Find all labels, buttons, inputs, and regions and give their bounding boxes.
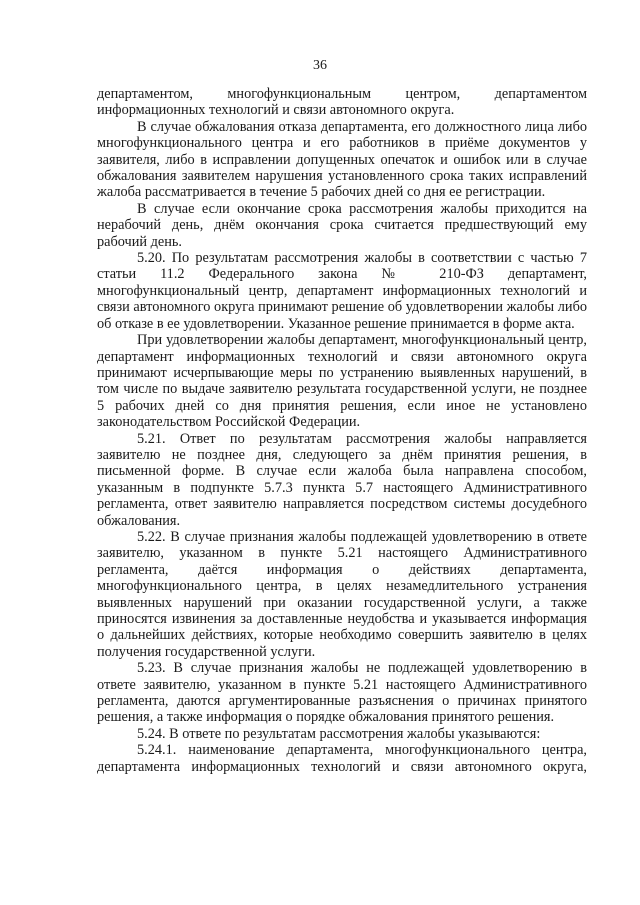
paragraph: 5.20. По результатам рассмотрения жалобы в соответствии с частью 7 статьи 11.2 Федерального закона № 210-ФЗ департамент, многофункциональный центр, департамент информационных технологий и связи автономного округа принимают решение об удовлетворении жалобы либо об отказе в ее удовлетворении. Указанное решение принимается в форме акта. bbox=[97, 250, 587, 332]
paragraph: В случае если окончание срока рассмотрения жалобы приходится на нерабочий день, днём окончания срока считается предшествующий ему рабочий день. bbox=[97, 200, 587, 250]
paragraph: 5.24.1. наименование департамента, многофункционального центра, департамента информационных технологий и связи автономного округа, bbox=[97, 742, 587, 775]
paragraph: 5.24. В ответе по результатам рассмотрения жалобы указываются: bbox=[137, 725, 541, 742]
paragraph: 5.22. В случае признания жалобы подлежащей удовлетворению в ответе заявителю, указанном в пункте 5.21 настоящего Административного регламента, даётся информация о действиях департамента, многофункционального центра, в целях незамедлительного устранения выявленных нарушений при оказании государственной услуги, а также приносятся извинения за доставленные неудобства и указывается информация о дальнейших действиях, которые необходимо совершить заявителю в целях получения государственной услуги. bbox=[97, 528, 587, 660]
page-number: 36 bbox=[313, 58, 327, 73]
paragraph: 5.23. В случае признания жалобы не подлежащей удовлетворению в ответе заявителю, указанном в пункте 5.21 настоящего Административного регламента, даются аргументированные разъяснения о причинах принятого решения, а также информация о порядке обжалования принятого решения. bbox=[97, 660, 587, 726]
document-body bbox=[97, 86, 587, 775]
paragraph: департаментом, многофункциональным центром, департаментом информационных технологий и связи автономного округа. bbox=[97, 86, 587, 119]
paragraph: 5.21. Ответ по результатам рассмотрения жалобы направляется заявителю не позднее дня, следующего за днём принятия решения, в письменной форме. В случае если жалоба была направлена способом, указанным в подпункте 5.7.3 пункта 5.7 настоящего Административного регламента, ответ заявителю направляется посредством системы досудебного обжалования. bbox=[97, 430, 587, 529]
paragraph: При удовлетворении жалобы департамент, многофункциональный центр, департамент информационных технологий и связи автономного округа принимают исчерпывающие меры по устранению выявленных нарушений, в том числе по выдаче заявителю результата государственной услуги, не позднее 5 рабочих дней со дня принятия решения, если иное не установлено законодательством Российской Федерации. bbox=[97, 332, 587, 431]
paragraph: В случае обжалования отказа департамента, его должностного лица либо многофункционального центра и его работников в приёме документов у заявителя, либо в исправлении допущенных опечаток и ошибок или в случае обжалования заявителем нарушения установленного срока таких исправлений жалоба рассматривается в течение 5 рабочих дней со дня ее регистрации. bbox=[97, 118, 587, 201]
